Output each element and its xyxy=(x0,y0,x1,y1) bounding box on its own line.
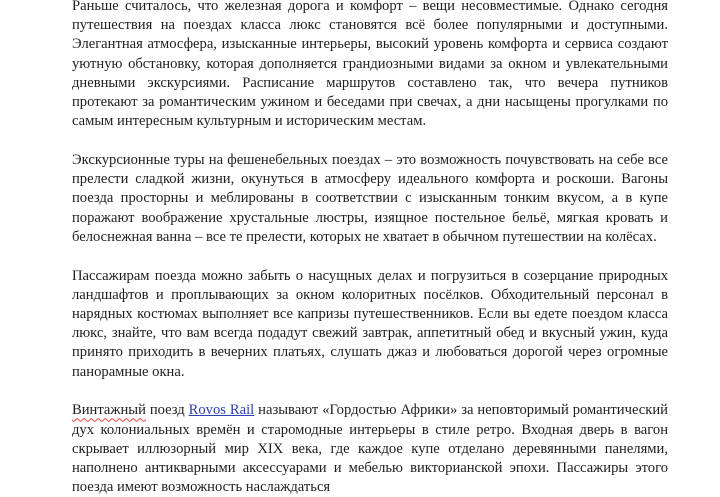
rovos-rail-link[interactable]: Rovos Rail xyxy=(188,402,255,419)
paragraph-passenger-service: Пассажирам поезда можно забыть о насущных делах и погрузиться в созерцание природных ландшафтов и проплывающих за окном колоритных посёлков. Обходительный персонал в нарядных костюмах выполняет все капризы путешественников. Если вы едете поездом класса люкс, знайте, что вам всегда подадут свежий завтрак, аппетитный обед и вкусный ужин, куда принято приходить в вечерних платьях, слушать джаз и любоваться дорогой через огромные панорамные окна. xyxy=(72,267,668,380)
paragraph-text-after-link: называют «Гордостью Африки» за неповторимый романтический дух колониальных времён и старомодные интерьеры в стиле ретро. Входная дверь в вагон скрывает иллюзорный мир XIX века, где каждое купе отделано деревянными панелями, наполнено антикварными аксессуарами и мебелью викторианской эпохи. Пассажиры этого поезда имеют возможность наслаждаться xyxy=(72,402,668,496)
spellcheck-word[interactable]: Винтажный xyxy=(72,402,146,419)
paragraph-rovos-rail xyxy=(72,401,668,497)
document-body xyxy=(72,0,668,497)
paragraph-excursion-tours: Экскурсионные туры на фешенебельных поездах – это возможность почувствовать на себе все прелести сладкой жизни, окунуться в атмосферу идеального комфорта и роскоши. Вагоны поезда просторны и меблированы в соответствии с изысканным тонким вкусом, а в купе поражают воображение хрустальные люстры, изящное постельное бельё, мягкая кровать и белоснежная ванна – все те прелести, которых не хватает в обычном путешествии на колёсах. xyxy=(72,152,668,245)
paragraph-text-before-link: поезд xyxy=(145,402,189,419)
paragraph-luxury-trains-intro: Раньше считалось, что железная дорога и комфорт – вещи несовместимые. Однако сегодня путешествия на поездах класса люкс становятся всё более популярными и доступными. Элегантная атмосфера, изысканные интерьеры, высокий уровень комфорта и сервиса создают уютную обстановку, которая дополняется грандиозными видами за окном и увлекательными дневными экскурсиями. Расписание маршрутов составлено так, что вечера путников протекают за романтическим ужином и беседами при свечах, а дни насыщены прогулками по самым интересным культурным и историческим местам. xyxy=(72,0,668,130)
